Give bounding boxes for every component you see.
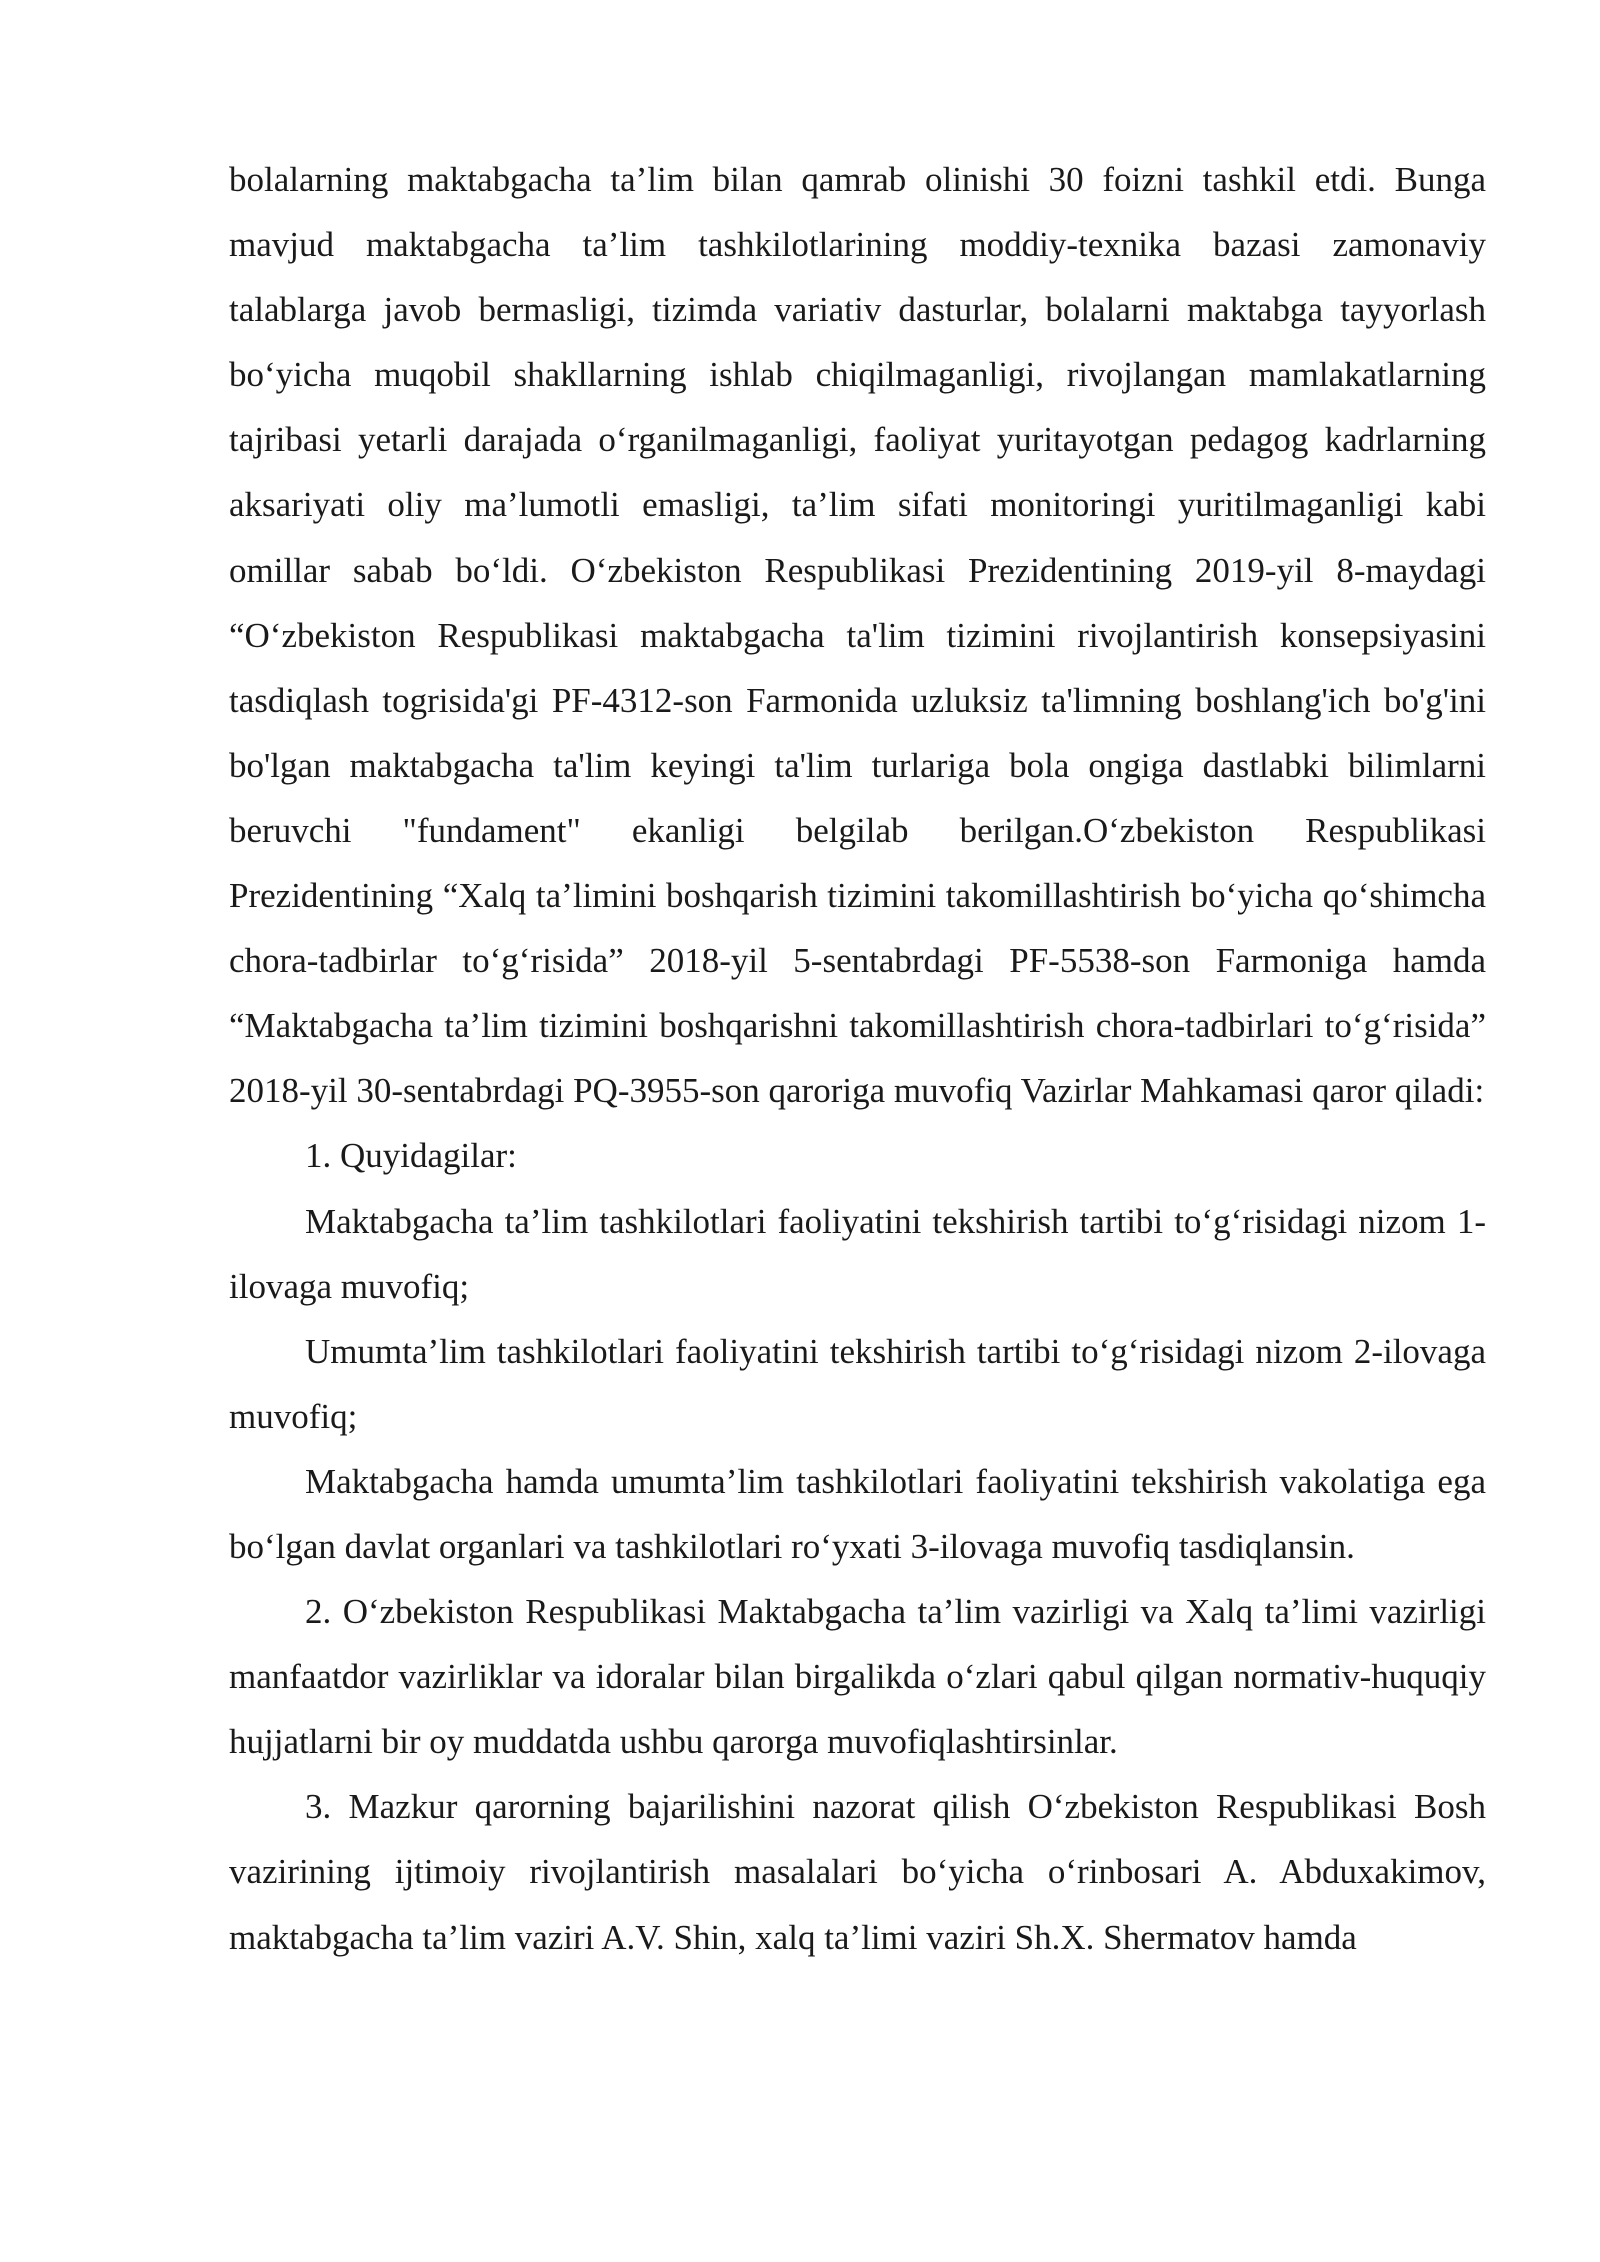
- paragraph-annex-3: Maktabgacha hamda umumta’lim tashkilotlari faoliyatini tekshirish vakolatiga ega bo‘lgan davlat organlari va tashkilotlari ro‘yxati 3-ilovaga muvofiq tasdiqlansin.: [229, 1461, 1486, 1566]
- document-body: [229, 147, 1486, 1970]
- paragraph-item-1: 1. Quyidagilar:: [305, 1136, 517, 1176]
- paragraph-item-2: 2. O‘zbekiston Respublikasi Maktabgacha ta’lim vazirligi va Xalq ta’limi vazirligi manfaatdor vazirliklar va idoralar bilan birgalikda o‘zlari qabul qilgan normativ-huquqiy hujjatlarni bir oy muddatda ushbu qarorga muvofiqlashtirsinlar.: [229, 1592, 1486, 1762]
- paragraph-intro: bolalarning maktabgacha ta’lim bilan qamrab olinishi 30 foizni tashkil etdi. Bunga mavjud maktabgacha ta’lim tashkilotlarining moddiy-texnika bazasi zamonaviy talablarga javob bermasligi, tizimda variativ dasturlar, bolalarni maktabga tayyorlash bo‘yicha muqobil shakllarning ishlab chiqilmaganligi, rivojlangan mamlakatlarning tajribasi yetarli darajada o‘rganilmaganligi, faoliyat yuritayotgan pedagog kadrlarning aksariyati oliy ma’lumotli emasligi, ta’lim sifati monitoringi yuritilmaganligi kabi omillar sabab bo‘ldi. O‘zbekiston Respublikasi Prezidentining 2019-yil 8-maydagi “O‘zbekiston Respublikasi maktabgacha ta'lim tizimini rivojlantirish konsepsiyasini tasdiqlash togrisida'gi PF-4312-son Farmonida uzluksiz ta'limning boshlang'ich bo'g'ini bo'lgan maktabgacha ta'lim keyingi ta'lim turlariga bola ongiga dastlabki bilimlarni beruvchi "fundament" ekanligi belgilab berilgan.O‘zbekiston Respublikasi Prezidentining “Xalq ta’limini boshqarish tizimini takomillashtirish bo‘yicha qo‘shimcha chora-tadbirlar to‘g‘risida” 2018-yil 5-sentabrdagi PF-5538-son Farmoniga hamda “Maktabgacha ta’lim tizimini boshqarishni takomillashtirish chora-tadbirlari to‘g‘risida” 2018-yil 30-sentabrdagi PQ-3955-son qaroriga muvofiq Vazirlar Mahkamasi qaror qiladi:: [229, 160, 1486, 1111]
- paragraph-item-3: 3. Mazkur qarorning bajarilishini nazorat qilish O‘zbekiston Respublikasi Bosh vazirining ijtimoiy rivojlantirish masalalari bo‘yicha o‘rinbosari A. Abduxakimov, maktabgacha ta’lim vaziri A.V. Shin, xalq ta’limi vaziri Sh.X. Shermatov hamda: [229, 1787, 1486, 1957]
- paragraph-annex-1: Maktabgacha ta’lim tashkilotlari faoliyatini tekshirish tartibi to‘g‘risidagi nizom 1-ilovaga muvofiq;: [229, 1201, 1486, 1306]
- paragraph-annex-2: Umumta’lim tashkilotlari faoliyatini tekshirish tartibi to‘g‘risidagi nizom 2-ilovaga muvofiq;: [229, 1331, 1486, 1436]
